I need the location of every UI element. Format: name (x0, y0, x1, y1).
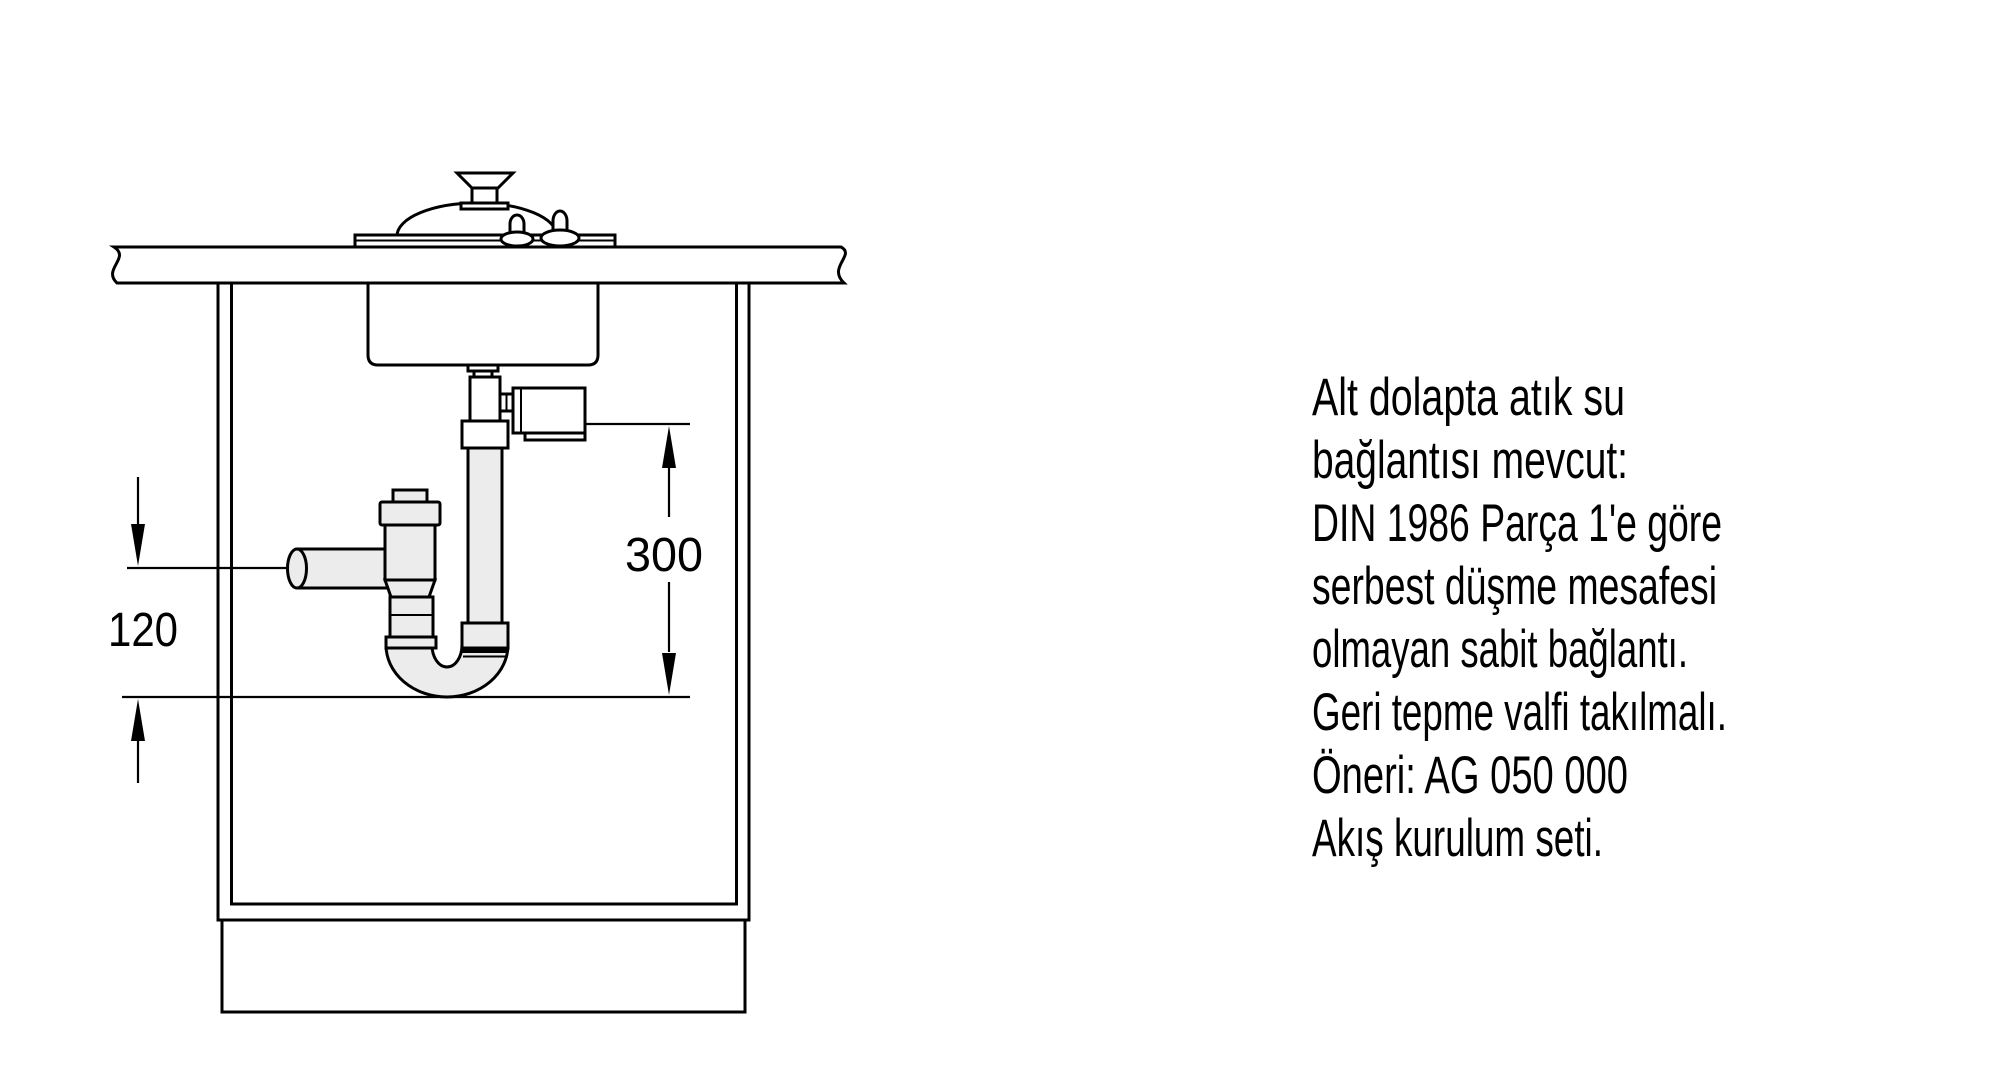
wall-connection-pipe (297, 549, 390, 588)
clamp-foot-left (501, 232, 533, 246)
vent-valve-taper (385, 580, 435, 597)
drain-funnel-base (461, 203, 508, 209)
drain-funnel (457, 173, 513, 188)
wall-connection-pipe-end (288, 549, 307, 588)
trap-vertical-pipe (468, 448, 502, 623)
note-line-6: Geri tepme valfi takılmalı. (1312, 683, 1727, 742)
note-line-4: serbest düşme mesafesi (1312, 557, 1717, 616)
dim-label-120: 120 (108, 604, 178, 657)
note-line-3: DIN 1986 Parça 1'e göre (1312, 494, 1722, 553)
cabinet-plinth (222, 920, 745, 1012)
clamp-foot-right (541, 230, 579, 246)
note-line-2: bağlantısı mevcut: (1312, 431, 1628, 490)
vent-valve-nut (390, 597, 433, 637)
trap-top-nut (462, 421, 508, 448)
trap-bottom-nut (462, 623, 508, 648)
vent-valve-cap (393, 490, 427, 502)
note-line-5: olmayan sabit bağlantı. (1312, 620, 1688, 679)
countertop (113, 247, 846, 283)
dim-label-300: 300 (625, 529, 703, 582)
note-line-7: Öneri: AG 050 000 (1312, 746, 1628, 805)
appliance-valve-box (513, 388, 585, 433)
note-line-1: Alt dolapta atık su (1312, 368, 1625, 427)
appliance-valve-lip (525, 433, 585, 440)
dim-120-down-arrow (131, 524, 145, 566)
dim-120-up-arrow (131, 699, 145, 741)
vent-valve-cap-band (380, 502, 440, 525)
drain-funnel-stem (472, 188, 497, 203)
vent-valve-flange (386, 637, 436, 648)
vent-valve-body (385, 525, 435, 580)
note-line-8: Akış kurulum seti. (1312, 809, 1603, 868)
sink-basin (368, 284, 598, 365)
dim-300-down-arrow (662, 653, 676, 695)
dim-300-up-arrow (662, 426, 676, 468)
tailpipe (470, 377, 500, 422)
